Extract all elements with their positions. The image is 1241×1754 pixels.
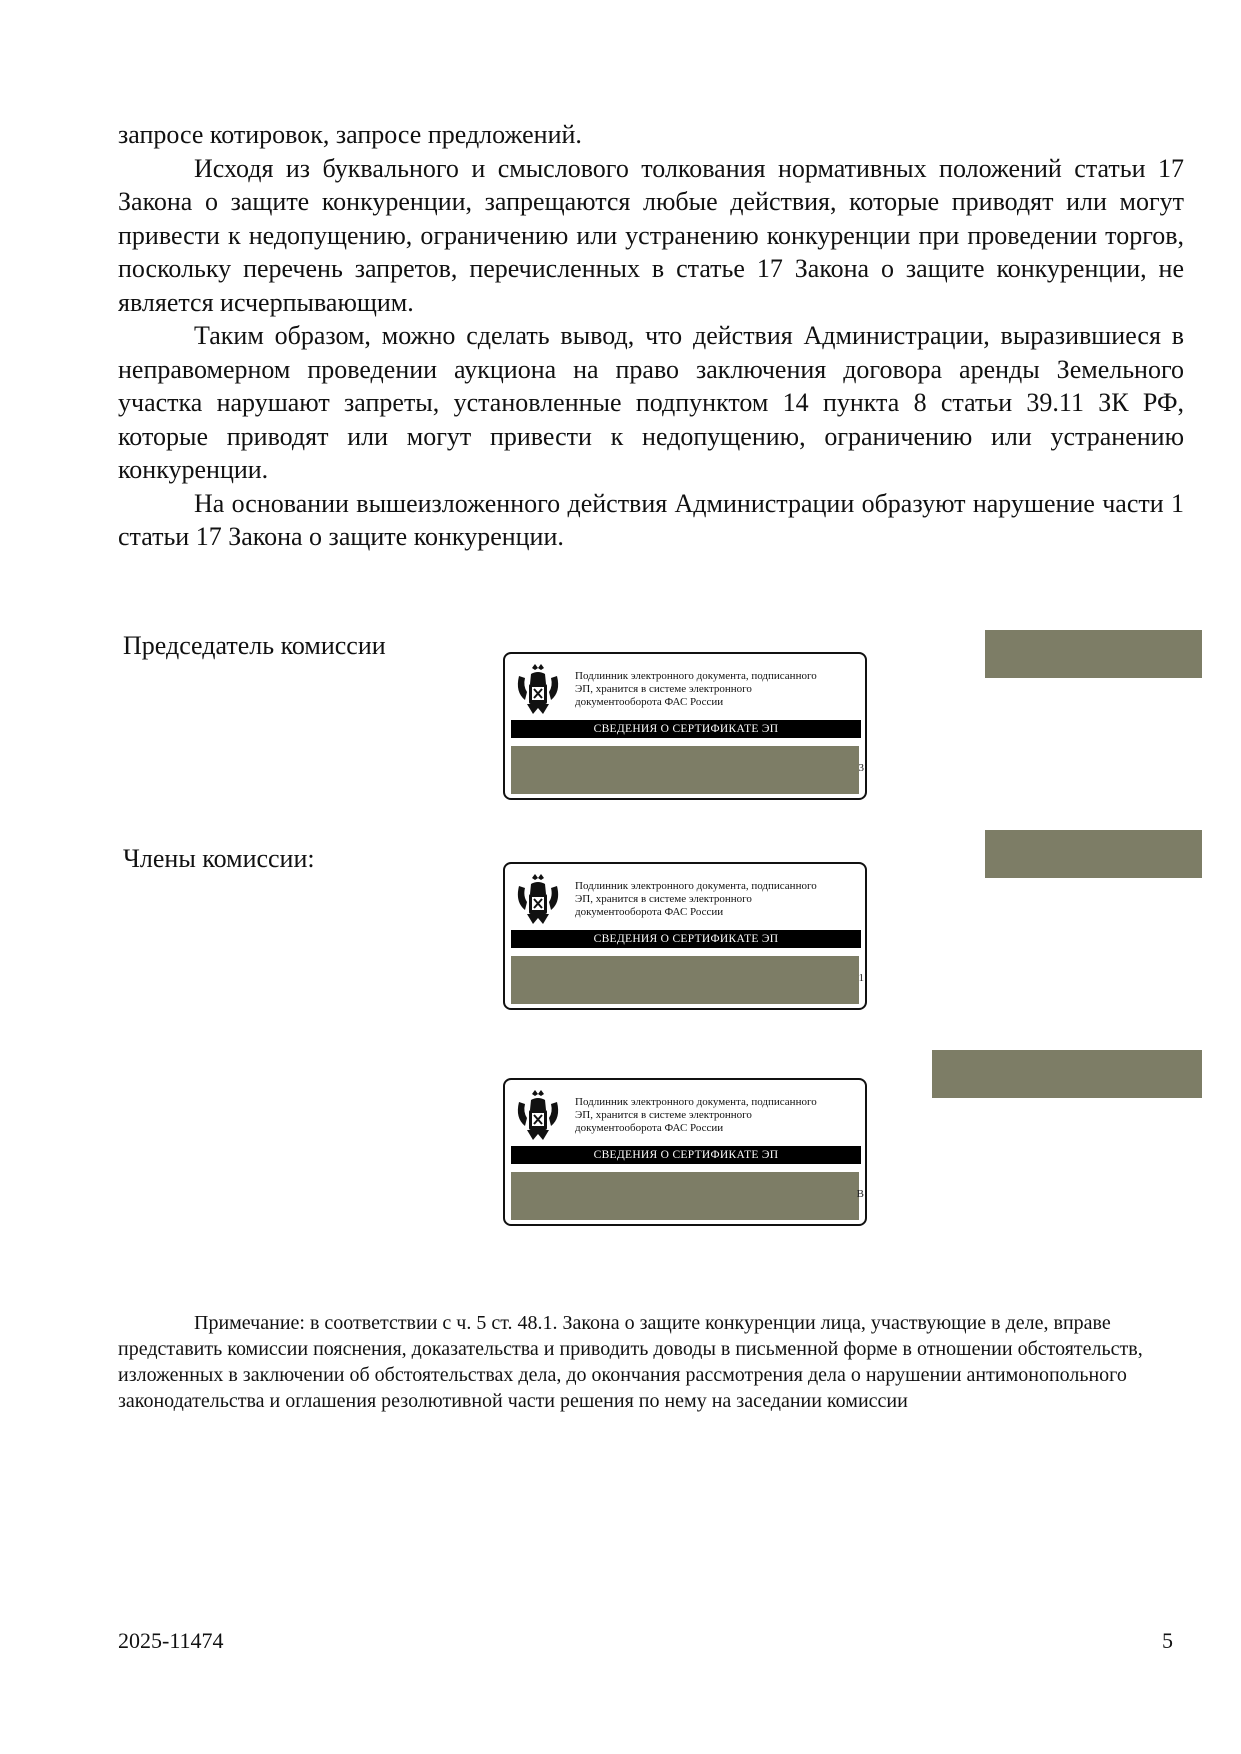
certificate-redaction bbox=[511, 1172, 859, 1220]
chairman-label: Председатель комиссии bbox=[123, 631, 386, 660]
paragraph: запросе котировок, запросе предложений. bbox=[118, 120, 582, 149]
certificate-redaction bbox=[511, 956, 859, 1004]
eagle-emblem-icon bbox=[513, 662, 563, 720]
members-label: Члены комиссии: bbox=[123, 844, 315, 873]
paragraph: Таким образом, можно сделать вывод, что действия Администрации, выразившиеся в неправомерном проведении аукциона на право заключения договора аренды Земельного участка нарушают запреты, установленные подпунктом 14 пункта 8 статьи 39.11 ЗК РФ, которые приводят или могут привести к недопущению, ограничению или устранению конкуренции. bbox=[118, 321, 1184, 484]
eagle-emblem-icon bbox=[513, 1088, 563, 1146]
page-number: 5 bbox=[1162, 1628, 1173, 1653]
redacted-name bbox=[932, 1050, 1202, 1098]
body-text bbox=[118, 118, 1184, 554]
certificate-bar: СВЕДЕНИЯ О СЕРТИФИКАТЕ ЭП bbox=[511, 1146, 861, 1164]
stamp-edge-char: B bbox=[856, 1188, 864, 1200]
document-number: 2025-11474 bbox=[118, 1628, 224, 1653]
redacted-name bbox=[985, 830, 1202, 878]
certificate-bar: СВЕДЕНИЯ О СЕРТИФИКАТЕ ЭП bbox=[511, 720, 861, 738]
stamp-edge-char: 3 bbox=[858, 762, 864, 774]
signature-stamp bbox=[503, 652, 867, 800]
note-text: Примечание: в соответствии с ч. 5 ст. 48.1. Закона о защите конкуренции лица, участвующие в деле, вправе представить комиссии пояснения, доказательства и приводить доводы в письменной форме в отношении обстоятельств, изложенных в заключении об обстоятельствах дела, до окончания рассмотрения дела о нарушении антимонопольного законодательства и оглашения резолютивной части решения по нему на заседании комиссии bbox=[118, 1312, 1143, 1412]
paragraph: Исходя из буквального и смыслового толкования нормативных положений статьи 17 Закона о защите конкуренции, запрещаются любые действия, которые приводят или могут привести к недопущению, ограничению или устранению конкуренции при проведении торгов, поскольку перечень запретов, перечисленных в статье 17 Закона о защите конкуренции, не является исчерпывающим. bbox=[118, 153, 1184, 317]
signature-stamp bbox=[503, 862, 867, 1010]
paragraph: На основании вышеизложенного действия Администрации образуют нарушение части 1 статьи 17 Закона о защите конкуренции. bbox=[118, 488, 1184, 551]
stamp-edge-char: 1 bbox=[858, 972, 864, 984]
signature-stamp bbox=[503, 1078, 867, 1226]
stamp-text: Подлинник электронного документа, подписанного ЭП, хранится в системе электронного документооборота ФАС России bbox=[575, 880, 817, 918]
certificate-bar: СВЕДЕНИЯ О СЕРТИФИКАТЕ ЭП bbox=[511, 930, 861, 948]
certificate-redaction bbox=[511, 746, 859, 794]
stamp-text: Подлинник электронного документа, подписанного ЭП, хранится в системе электронного документооборота ФАС России bbox=[575, 670, 817, 708]
eagle-emblem-icon bbox=[513, 872, 563, 930]
redacted-name bbox=[985, 630, 1202, 678]
stamp-text: Подлинник электронного документа, подписанного ЭП, хранится в системе электронного документооборота ФАС России bbox=[575, 1096, 817, 1134]
